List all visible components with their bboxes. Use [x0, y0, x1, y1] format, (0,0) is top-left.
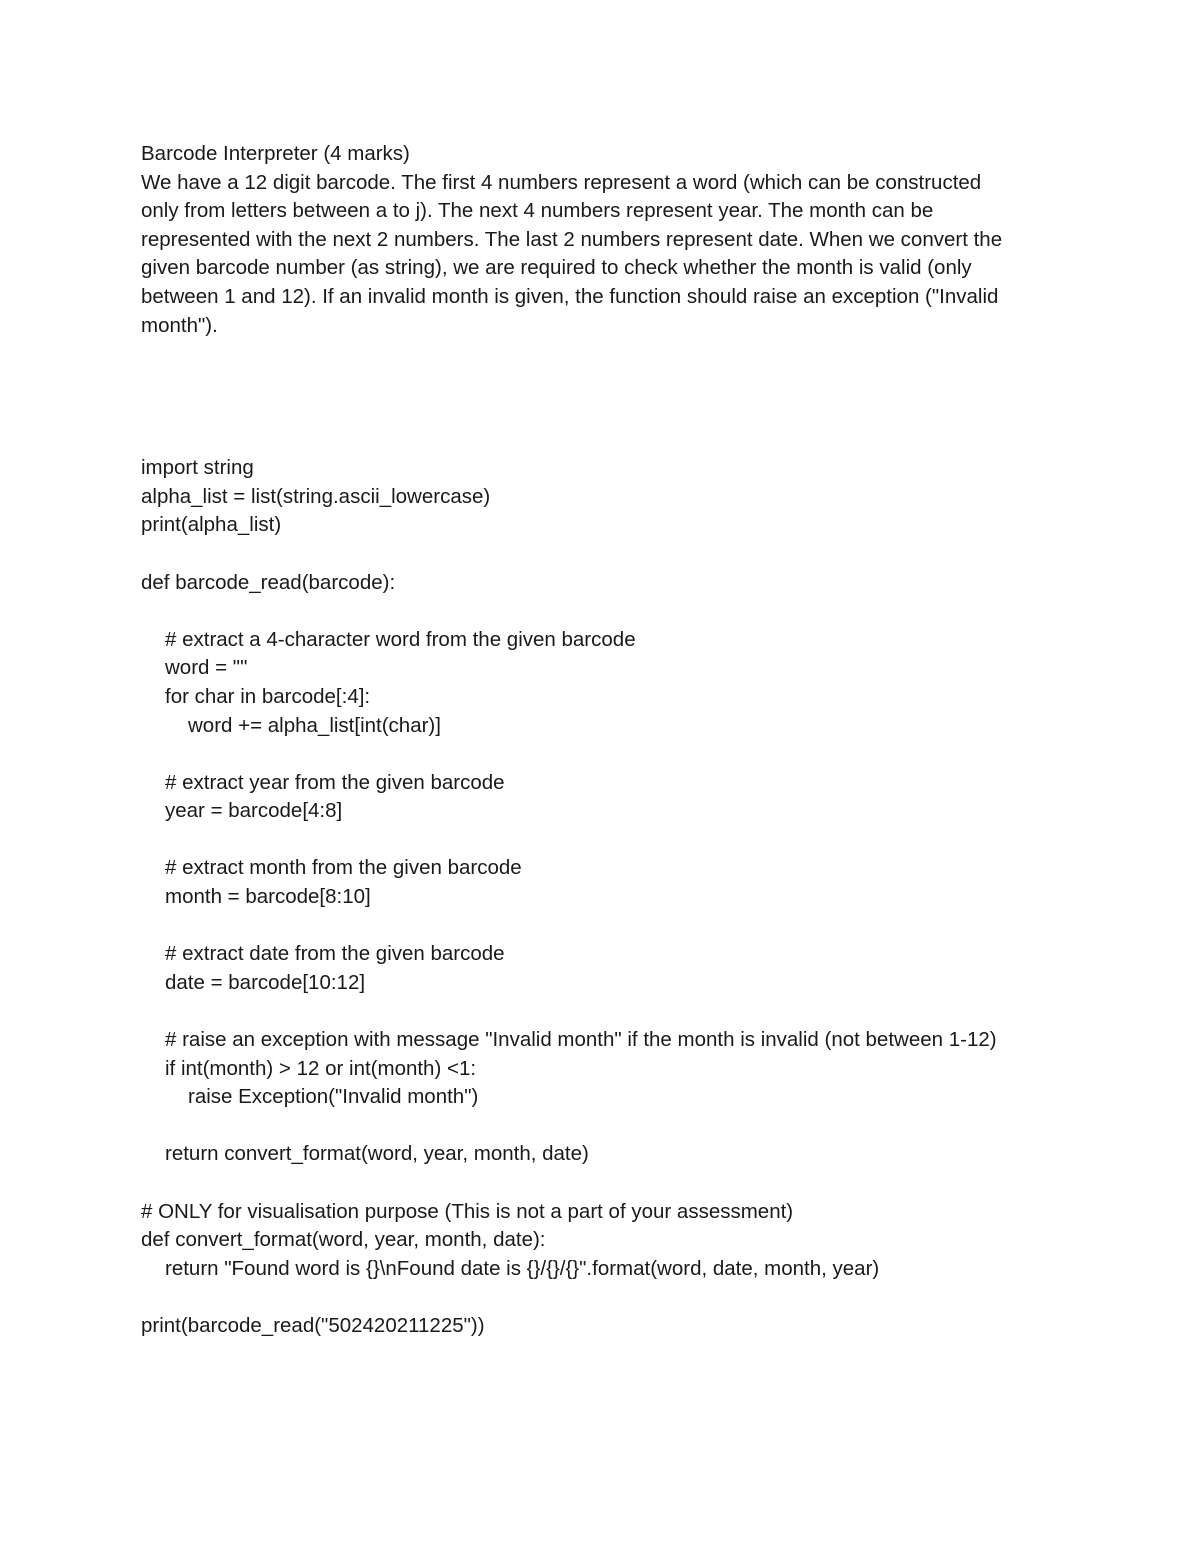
paragraph-line: between 1 and 12). If an invalid month is given, the function should raise an exception ("Invalid [141, 284, 999, 308]
code-blank-line [141, 826, 1061, 855]
code-line: # extract date from the given barcode [165, 942, 505, 966]
code-line: raise Exception("Invalid month") [188, 1085, 479, 1109]
code-blank-line [141, 1112, 1061, 1141]
code-blank-line [141, 912, 1061, 941]
code-listing [141, 454, 1061, 1340]
code-line: # extract a 4-character word from the given barcode [165, 627, 636, 651]
code-line: date = barcode[10:12] [165, 970, 366, 994]
paragraph-line: only from letters between a to j). The next 4 numbers represent year. The month can be [141, 199, 934, 223]
code-blank-line [141, 740, 1061, 769]
code-line: word += alpha_list[int(char)] [188, 713, 441, 737]
code-line: word = "" [165, 656, 248, 680]
code-line: print(alpha_list) [141, 513, 282, 537]
paragraph-line: month"). [141, 313, 218, 337]
code-line: print(barcode_read("502420211225")) [141, 1313, 485, 1337]
code-line: # extract month from the given barcode [165, 856, 522, 880]
code-blank-line [141, 540, 1061, 569]
code-line: import string [141, 456, 254, 480]
code-line: if int(month) > 12 or int(month) <1: [165, 1056, 477, 1080]
paragraph-line: given barcode number (as string), we are required to check whether the month is valid (only [141, 256, 972, 280]
code-line: return convert_format(word, year, month, date) [165, 1142, 589, 1166]
code-blank-line [141, 1283, 1061, 1312]
document-content [141, 140, 1061, 1341]
code-line: # extract year from the given barcode [165, 770, 505, 794]
paragraph-line: represented with the next 2 numbers. The last 2 numbers represent date. When we convert the [141, 227, 1003, 251]
code-blank-line [141, 1169, 1061, 1198]
code-blank-line [141, 597, 1061, 626]
code-line: month = barcode[8:10] [165, 885, 371, 909]
code-line: for char in barcode[:4]: [165, 684, 371, 708]
code-line: # ONLY for visualisation purpose (This is not a part of your assessment) [141, 1199, 794, 1223]
paragraph-line: We have a 12 digit barcode. The first 4 numbers represent a word (which can be constructed [141, 170, 982, 194]
code-line: alpha_list = list(string.ascii_lowercase) [141, 484, 491, 508]
code-line: return "Found word is {}\nFound date is {}/{}/{}".format(word, date, month, year) [165, 1256, 880, 1280]
code-line: def convert_format(word, year, month, date): [141, 1228, 546, 1252]
question-description [141, 169, 1061, 341]
code-line: def barcode_read(barcode): [141, 570, 396, 594]
code-blank-line [141, 997, 1061, 1026]
code-line: # raise an exception with message "Invalid month" if the month is invalid (not between 1-12) [165, 1028, 997, 1052]
code-line: year = barcode[4:8] [165, 799, 343, 823]
question-title: Barcode Interpreter (4 marks) [141, 142, 410, 165]
